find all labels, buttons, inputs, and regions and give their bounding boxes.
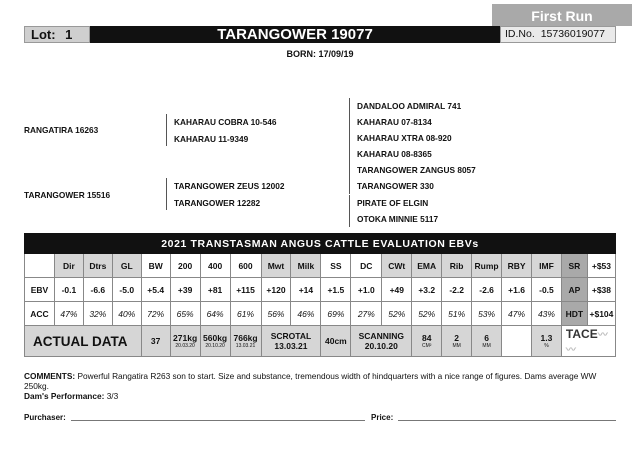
id-label: ID.No. <box>505 28 535 40</box>
actual-400 <box>200 326 230 357</box>
ebv-cell: -0.1 <box>54 278 83 302</box>
dd-sire: PIRATE OF ELGIN <box>357 198 429 208</box>
first-run-badge: First Run <box>492 4 632 26</box>
rib-value: 2 <box>454 333 460 343</box>
ss-sire: DANDALOO ADMIRAL 741 <box>357 101 462 111</box>
actual-rby <box>502 326 532 357</box>
purchaser-label: Purchaser: <box>24 413 66 422</box>
pedigree-line <box>349 98 350 130</box>
col-header: Rump <box>472 254 502 278</box>
born-line <box>0 49 640 59</box>
index-label: HDT <box>561 302 587 326</box>
ebv-cell: +49 <box>382 278 412 302</box>
col-header: 400 <box>200 254 230 278</box>
acc-cell: 52% <box>382 302 412 326</box>
actual-imf <box>532 326 562 357</box>
col-header: Dtrs <box>83 254 112 278</box>
sd-dam: KAHARAU 08-8365 <box>357 149 432 159</box>
col-header: Milk <box>291 254 321 278</box>
acc-cell: 65% <box>170 302 200 326</box>
pedigree-line <box>166 178 167 210</box>
ebv-cell: +3.2 <box>412 278 442 302</box>
corner-cell <box>25 254 55 278</box>
w600-date: 13.03.21 <box>235 343 256 349</box>
scrotal-label: SCROTAL <box>270 331 312 341</box>
actual-data-row <box>25 326 616 357</box>
ebv-table <box>24 233 616 357</box>
acc-cell: 69% <box>321 302 351 326</box>
col-header: Rib <box>442 254 472 278</box>
acc-cell: 72% <box>141 302 170 326</box>
dam-performance-label: Dam's Performance: <box>24 391 105 401</box>
pedigree-line <box>166 114 167 146</box>
col-header: RBY <box>502 254 532 278</box>
col-header: BW <box>141 254 170 278</box>
scanning-label: SCANNING <box>358 331 404 341</box>
comments-label: COMMENTS: <box>24 371 76 381</box>
lot-box <box>24 26 90 43</box>
ebv-cell: -2.6 <box>472 278 502 302</box>
col-header: GL <box>112 254 141 278</box>
w400-date: 20.10.20 <box>205 343 225 349</box>
price-label: Price: <box>371 413 394 422</box>
col-header: SS <box>321 254 351 278</box>
ebv-cell: +5.4 <box>141 278 170 302</box>
acc-cell: 52% <box>412 302 442 326</box>
tace-logo: TACE〰〰 <box>561 326 615 357</box>
ebv-cell: -6.6 <box>83 278 112 302</box>
ds-sire: TARANGOWER ZANGUS 8057 <box>357 165 476 175</box>
imf-unit: % <box>544 343 549 349</box>
col-header: 600 <box>230 254 261 278</box>
acc-cell: 46% <box>291 302 321 326</box>
ebv-cell: +120 <box>261 278 291 302</box>
ebv-cell: +1.6 <box>502 278 532 302</box>
ebv-header-row <box>25 254 616 278</box>
index-value: +$53 <box>587 254 615 278</box>
sd-sire: KAHARAU XTRA 08-920 <box>357 133 452 143</box>
actual-scrotal <box>261 326 321 357</box>
ds-dam: TARANGOWER 330 <box>357 181 434 191</box>
ebv-cell: -2.2 <box>442 278 472 302</box>
index-value: +$104 <box>587 302 615 326</box>
ebv-cell: +1.0 <box>351 278 382 302</box>
comments-text: Powerful Rangatira R263 son to start. Size and substance, tremendous width of hindquarters with a nice range of figures. Dams average WW 250kg. <box>24 371 597 391</box>
col-header: Mwt <box>261 254 291 278</box>
born-date: 17/09/19 <box>318 49 354 59</box>
col-header: 200 <box>170 254 200 278</box>
acc-cell: 47% <box>54 302 83 326</box>
w200-value: 271kg <box>173 333 198 343</box>
actual-600 <box>230 326 261 357</box>
id-box <box>500 26 616 43</box>
row-label: EBV <box>25 278 55 302</box>
sire-sire: KAHARAU COBRA 10-546 <box>174 117 277 127</box>
ss-dam: KAHARAU 07-8134 <box>357 117 432 127</box>
col-header: Dir <box>54 254 83 278</box>
ebv-cell: +39 <box>170 278 200 302</box>
actual-rump <box>472 326 502 357</box>
actual-rib <box>442 326 472 357</box>
row-label: ACC <box>25 302 55 326</box>
acc-cell: 64% <box>200 302 230 326</box>
lot-label: Lot: <box>31 27 56 42</box>
imf-value: 1.3 <box>540 333 553 343</box>
price-line[interactable] <box>398 420 616 421</box>
acc-cell: 53% <box>472 302 502 326</box>
dam-sire: TARANGOWER ZEUS 12002 <box>174 181 285 191</box>
ebv-cell: -5.0 <box>112 278 141 302</box>
ebv-cell: +81 <box>200 278 230 302</box>
w200-date: 20.03.20 <box>175 343 195 349</box>
dd-dam: OTOKA MINNIE 5117 <box>357 214 439 224</box>
actual-bw: 37 <box>141 326 170 357</box>
ebv-table-title: 2021 TRANSTASMAN ANGUS CATTLE EVALUATION EBVs <box>25 234 616 254</box>
rump-value: 6 <box>484 333 489 343</box>
index-value: +$38 <box>587 278 615 302</box>
acc-cell: 51% <box>442 302 472 326</box>
purchaser-line[interactable] <box>71 420 365 421</box>
actual-scanning <box>351 326 412 357</box>
acc-cell: 56% <box>261 302 291 326</box>
dam: TARANGOWER 15516 <box>24 190 111 200</box>
w600-value: 766kg <box>233 333 258 343</box>
index-label: AP <box>561 278 587 302</box>
animal-title: TARANGOWER 19077 <box>90 26 500 43</box>
acc-cell: 43% <box>532 302 562 326</box>
rib-unit: MM <box>452 343 461 349</box>
actual-scrotal-value: 40cm <box>321 326 351 357</box>
acc-row <box>25 302 616 326</box>
acc-cell: 61% <box>230 302 261 326</box>
acc-cell: 47% <box>502 302 532 326</box>
comments <box>24 371 616 401</box>
ebv-cell: -0.5 <box>532 278 562 302</box>
actual-ema <box>412 326 442 357</box>
col-header: EMA <box>412 254 442 278</box>
scanning-date: 20.10.20 <box>364 341 398 351</box>
dam-dam: TARANGOWER 12282 <box>174 198 261 208</box>
col-header: IMF <box>532 254 562 278</box>
ebv-row <box>25 278 616 302</box>
pedigree-line <box>349 195 350 227</box>
ebv-cell: +1.5 <box>321 278 351 302</box>
pedigree-line <box>349 130 350 162</box>
acc-cell: 40% <box>112 302 141 326</box>
dam-performance-value: 3/3 <box>106 391 119 401</box>
acc-cell: 32% <box>83 302 112 326</box>
col-header: CWt <box>382 254 412 278</box>
rump-unit: MM <box>482 343 491 349</box>
sire-dam: KAHARAU 11-9349 <box>174 134 249 144</box>
pedigree-line <box>349 162 350 194</box>
ema-unit: CM² <box>421 343 432 349</box>
ebv-cell: +14 <box>291 278 321 302</box>
actual-200 <box>170 326 200 357</box>
id-number: 15736019077 <box>540 28 605 40</box>
scrotal-date: 13.03.21 <box>274 341 308 351</box>
col-header: DC <box>351 254 382 278</box>
index-label: SR <box>561 254 587 278</box>
actual-data-label: ACTUAL DATA <box>25 326 142 357</box>
acc-cell: 27% <box>351 302 382 326</box>
born-label: BORN: <box>286 49 316 59</box>
ebv-cell: +115 <box>230 278 261 302</box>
w400-value: 560kg <box>203 333 228 343</box>
lot-number: 1 <box>65 27 73 42</box>
sire: RANGATIRA 16263 <box>24 125 99 135</box>
ema-value: 84 <box>421 333 432 343</box>
